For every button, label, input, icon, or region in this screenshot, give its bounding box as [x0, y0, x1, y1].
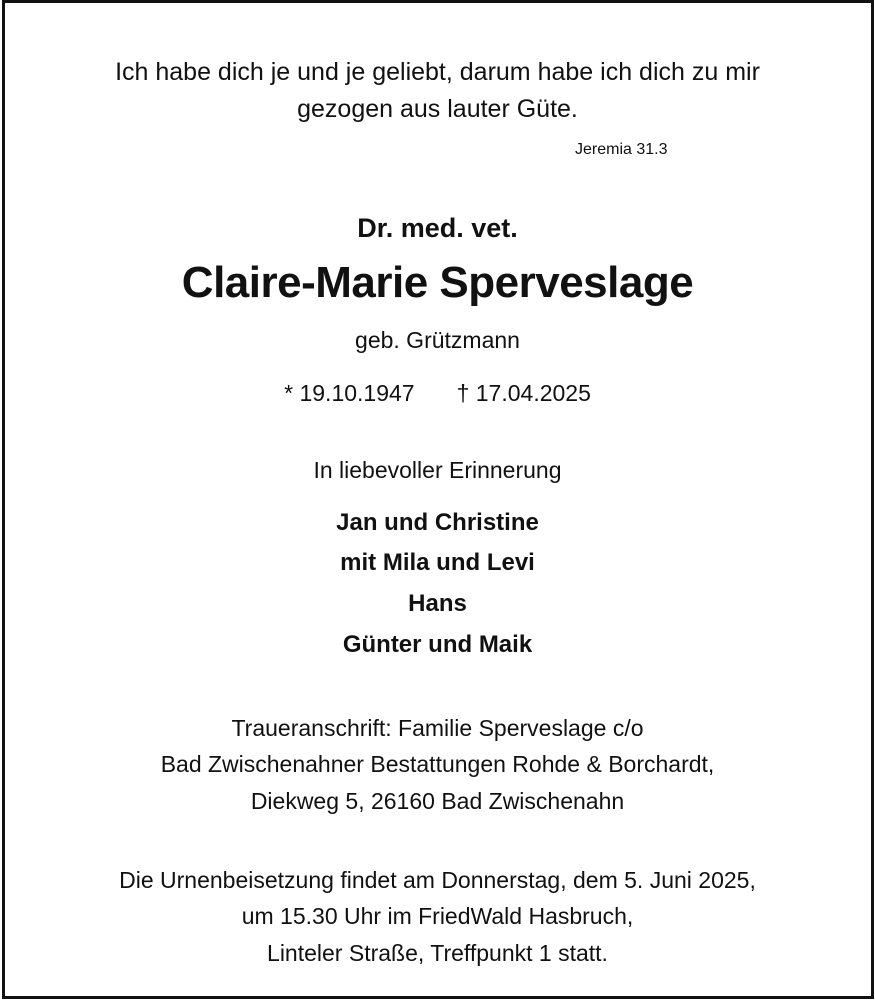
- mourner-line: Jan und Christine: [336, 509, 539, 536]
- mourner-line: mit Mila und Levi: [340, 549, 535, 576]
- address-line: Diekweg 5, 26160 Bad Zwischenahn: [250, 788, 625, 814]
- funeral-line: Linteler Straße, Treffpunkt 1 statt.: [267, 940, 608, 966]
- academic-title: Dr. med. vet.: [357, 213, 518, 243]
- deceased-name: Claire-Marie Sperveslage: [181, 258, 694, 307]
- birth-date: * 19.10.1947: [284, 380, 415, 406]
- funeral-line: Die Urnenbeisetzung findet am Donnerstag, dem 5. Juni 2025,: [119, 867, 756, 893]
- verse-line: Ich habe dich je und je geliebt, darum habe ich dich zu mir: [115, 58, 760, 86]
- address-line: Bad Zwischenahner Bestattungen Rohde & Borchardt,: [160, 751, 715, 777]
- mourner-line: Günter und Maik: [342, 631, 533, 658]
- border-frame: [2, 0, 874, 999]
- life-dates: [0, 380, 875, 407]
- death-date: † 17.04.2025: [456, 380, 591, 406]
- verse-reference: Jeremia 31.3: [575, 141, 668, 158]
- birth-name: geb. Grützmann: [355, 327, 520, 353]
- remembrance-text: In liebevoller Erinnerung: [313, 457, 562, 483]
- address-line: Traueranschrift: Familie Sperveslage c/o: [231, 715, 644, 741]
- funeral-line: um 15.30 Uhr im FriedWald Hasbruch,: [241, 903, 634, 929]
- verse-line: gezogen aus lauter Güte.: [297, 95, 578, 123]
- mourner-line: Hans: [408, 590, 467, 617]
